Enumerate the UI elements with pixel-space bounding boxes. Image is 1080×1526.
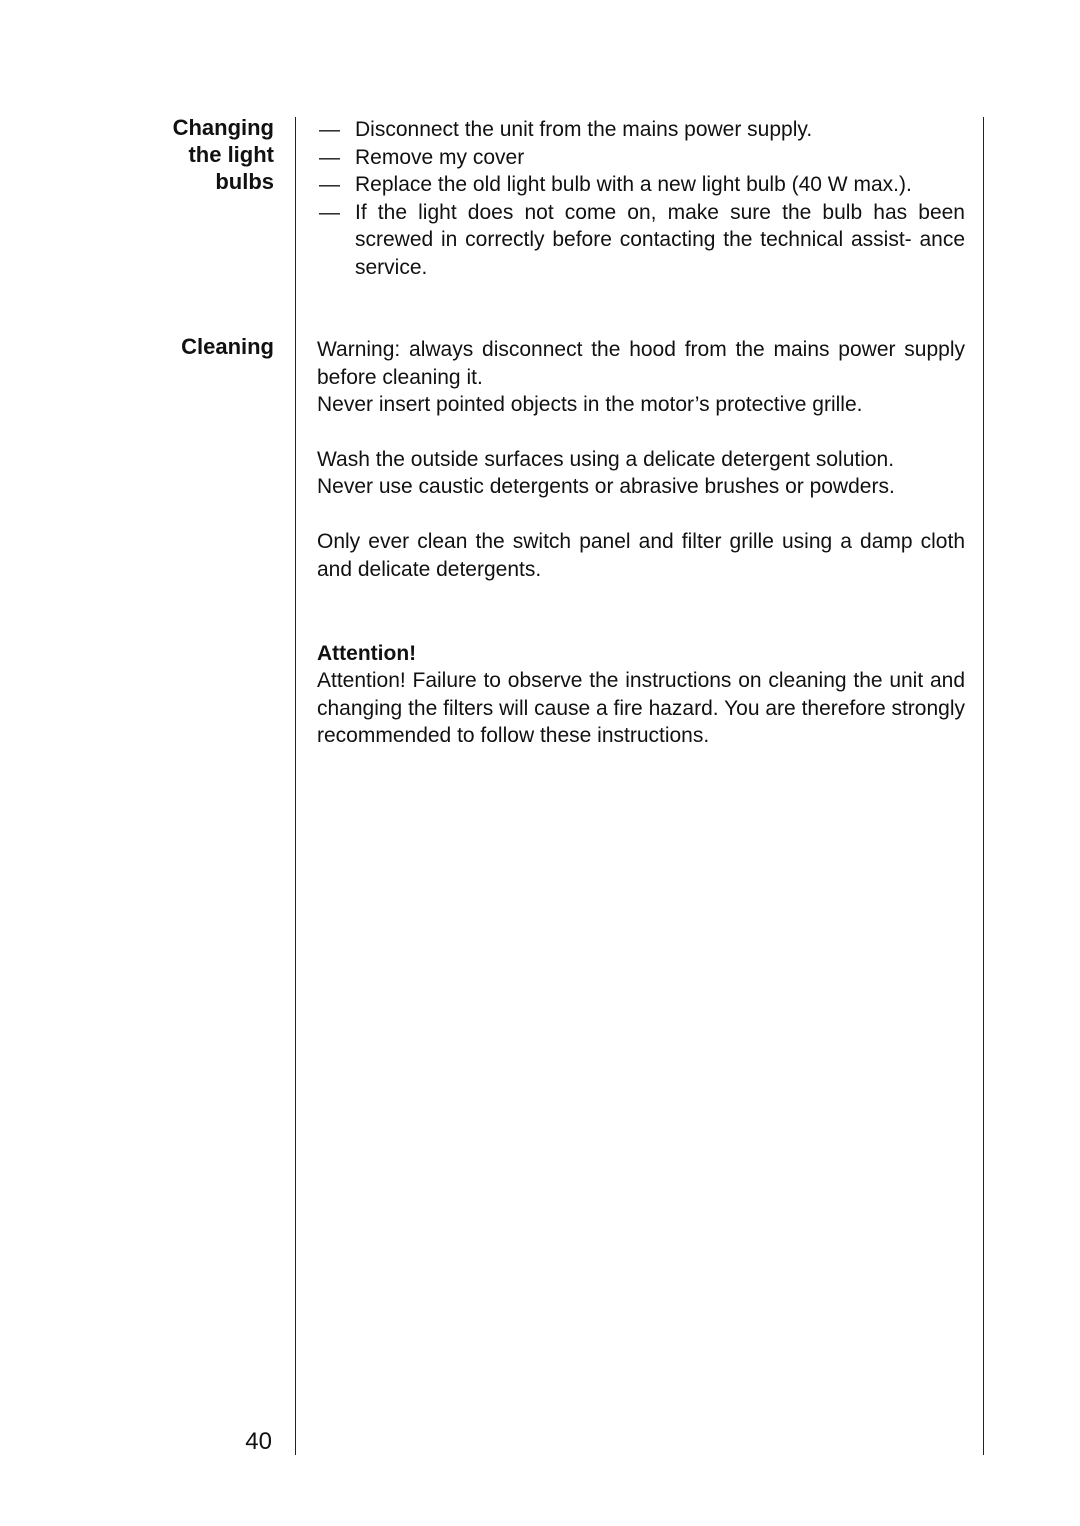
bulb-steps-list bbox=[317, 116, 965, 282]
section-heading-changing-bulbs: Changing the light bulbs bbox=[172, 115, 274, 194]
dash-bullet: — bbox=[319, 200, 340, 224]
cleaning-switch-panel-paragraph: Only ever clean the switch panel and filter grille using a damp cloth and delicate detergents. bbox=[317, 529, 965, 581]
list-item bbox=[317, 144, 965, 172]
step-text: Replace the old light bulb with a new light bulb (40 W max.). bbox=[355, 173, 912, 197]
dash-bullet: — bbox=[319, 118, 340, 141]
cleaning-wash-paragraph: Wash the outside surfaces using a delicate detergent solution. bbox=[317, 447, 895, 471]
right-column-rule bbox=[983, 117, 984, 1455]
cleaning-text-block bbox=[317, 336, 965, 583]
list-item bbox=[317, 171, 965, 199]
dash-bullet: — bbox=[319, 173, 340, 197]
bulb-steps-block bbox=[317, 116, 965, 282]
attention-text: Attention! Failure to observe the instructions on cleaning the unit and changing the filters will cause a fire hazard. You are therefore strongly recommended to follow these instructions. bbox=[317, 669, 965, 748]
attention-block bbox=[317, 640, 965, 750]
list-item bbox=[317, 199, 965, 282]
left-column-rule bbox=[295, 117, 296, 1455]
attention-title: Attention! bbox=[317, 642, 417, 665]
dash-bullet: — bbox=[319, 145, 340, 169]
step-text: Remove my cover bbox=[355, 145, 525, 169]
cleaning-warning-paragraph: Warning: always disconnect the hood from the mains power supply before cleaning it. bbox=[317, 338, 965, 389]
cleaning-caustic-paragraph: Never use caustic detergents or abrasive brushes or powders. bbox=[317, 475, 895, 499]
step-text: If the light does not come on, make sure the bulb has been screwed in correctly before contacting the technical assist- ance service. bbox=[355, 200, 965, 279]
cleaning-grille-paragraph: Never insert pointed objects in the motor’s protective grille. bbox=[317, 393, 863, 417]
list-item bbox=[317, 116, 965, 144]
step-text: Disconnect the unit from the mains power supply. bbox=[355, 118, 813, 141]
section-heading-cleaning: Cleaning bbox=[181, 334, 274, 359]
page-number: 40 bbox=[245, 1428, 272, 1455]
